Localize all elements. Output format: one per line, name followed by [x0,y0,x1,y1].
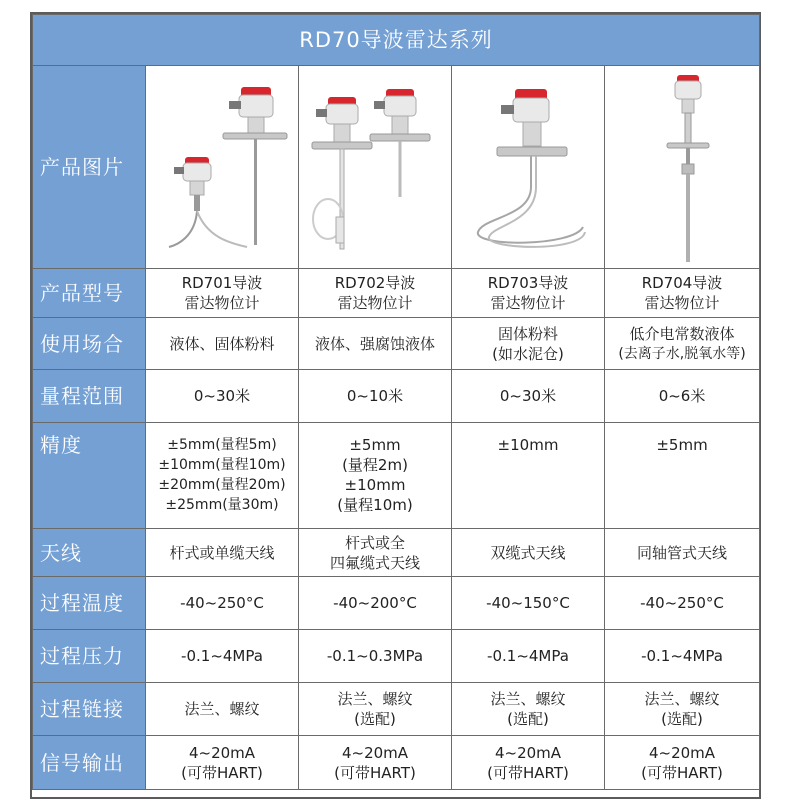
row-label-temperature: 过程温度 [33,577,146,630]
row-label-accuracy: 精度 [33,423,146,529]
rd703-image [453,67,603,267]
connection-rd703: 法兰、螺纹 (选配) [452,683,605,736]
usage-rd702: 液体、强腐蚀液体 [299,318,452,370]
pressure-rd701: -0.1~4MPa [146,630,299,683]
product-image-rd701 [146,66,299,269]
range-rd704: 0~6米 [605,370,760,423]
product-image-rd703 [452,66,605,269]
row-label-model: 产品型号 [33,269,146,318]
temperature-rd703: -40~150°C [452,577,605,630]
signal-rd702: 4~20mA (可带HART) [299,736,452,790]
spec-table-frame [30,12,761,799]
temperature-rd704: -40~250°C [605,577,760,630]
pressure-rd702: -0.1~0.3MPa [299,630,452,683]
row-label-usage: 使用场合 [33,318,146,370]
usage-rd701: 液体、固体粉料 [146,318,299,370]
usage-rd703: 固体粉料 (如水泥仓) [452,318,605,370]
pressure-rd704: -0.1~4MPa [605,630,760,683]
temperature-rd702: -40~200°C [299,577,452,630]
row-label-range: 量程范围 [33,370,146,423]
row-label-image: 产品图片 [33,66,146,269]
accuracy-rd703: ±10mm [452,423,605,529]
temperature-rd701: -40~250°C [146,577,299,630]
usage-rd704: 低介电常数液体 (去离子水,脱氧水等) [605,318,760,370]
range-rd701: 0~30米 [146,370,299,423]
row-label-signal: 信号输出 [33,736,146,790]
model-rd701: RD701导波 雷达物位计 [146,269,299,318]
rd704-image [607,67,757,267]
model-rd704: RD704导波 雷达物位计 [605,269,760,318]
connection-rd702: 法兰、螺纹 (选配) [299,683,452,736]
accuracy-rd704: ±5mm [605,423,760,529]
row-label-antenna: 天线 [33,529,146,577]
accuracy-rd702: ±5mm (量程2m) ±10mm (量程10m) [299,423,452,529]
table-title: RD70导波雷达系列 [33,15,760,66]
pressure-rd703: -0.1~4MPa [452,630,605,683]
range-rd702: 0~10米 [299,370,452,423]
signal-rd703: 4~20mA (可带HART) [452,736,605,790]
spec-table [32,14,760,790]
rd701-image [147,67,297,267]
row-label-connection: 过程链接 [33,683,146,736]
rd702-image [300,67,450,267]
signal-rd704: 4~20mA (可带HART) [605,736,760,790]
antenna-rd701: 杆式或单缆天线 [146,529,299,577]
antenna-rd703: 双缆式天线 [452,529,605,577]
row-label-pressure: 过程压力 [33,630,146,683]
connection-rd704: 法兰、螺纹 (选配) [605,683,760,736]
model-rd702: RD702导波 雷达物位计 [299,269,452,318]
accuracy-rd701: ±5mm(量程5m) ±10mm(量程10m) ±20mm(量程20m) ±25mm(量30m) [146,423,299,529]
connection-rd701: 法兰、螺纹 [146,683,299,736]
antenna-rd702: 杆式或全 四氟缆式天线 [299,529,452,577]
product-image-rd702 [299,66,452,269]
antenna-rd704: 同轴管式天线 [605,529,760,577]
signal-rd701: 4~20mA (可带HART) [146,736,299,790]
product-image-rd704 [605,66,760,269]
range-rd703: 0~30米 [452,370,605,423]
model-rd703: RD703导波 雷达物位计 [452,269,605,318]
